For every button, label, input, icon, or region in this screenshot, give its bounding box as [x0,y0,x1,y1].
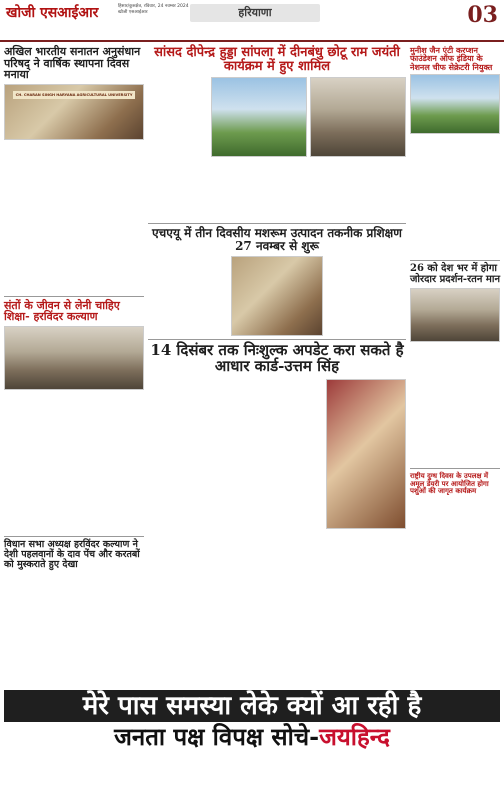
banner-line2-black: जनता पक्ष विपक्ष सोचे- [114,722,320,751]
divider [4,536,144,537]
right-story3-headline: राष्ट्रीय दुग्ध दिवस के उपलक्ष में अमूल डेयरी पर आयोजित होगा पशुओं की जागृत कार्यक्रम [410,471,489,495]
divider [410,468,500,469]
mid-story3-body-a [148,379,234,529]
mid-story1-photo-b [310,77,406,157]
banner-line2-red: जयहिन्द [319,722,390,751]
right-story3-body [410,497,500,557]
bottom-banner [4,690,500,794]
mid-story3-headline: 14 दिसंबर तक निःशुल्क अपडेट करा सकते है आधार कार्ड-उत्तम सिंह [150,341,404,376]
left-story3-headline: विधान सभा अध्यक्ष हरविंदर कल्याण ने देशी पहलवानों के दाव पेंच और करतबों को मुस्कराते हुए देखा [4,538,140,570]
mid-story3-photo [326,379,406,529]
left-story1-headline: अखिल भारतीय सनातन अनुसंधान परिषद् ने वार्षिक स्थापना दिवस मनाया [4,45,141,82]
mid-story1-body2 [148,160,406,220]
university-sign: CH. CHARAN SINGH HARYANA AGRICULTURAL UNIVERSITY [13,91,135,99]
mid-story1-row [148,77,406,157]
page-number: 03 [467,2,498,28]
banner-line1: मेरे पास समस्या लेके क्यों आ रही है [4,690,500,722]
masthead-meta [118,4,189,16]
mid-story2-body2 [326,256,406,336]
left-column [4,46,144,621]
left-story2-photo [4,326,144,390]
banner-line2 [4,723,500,751]
section-title: हरियाणा [190,4,320,22]
mid-story1-headline: सांसद दीपेन्द्र हुड्डा सांपला में दीनबंधु छोटू राम जयंती कार्यक्रम में हुए शामिल [154,45,400,74]
mid-story2-photo [231,256,323,336]
right-story1-body [410,137,500,257]
mid-story3-row [148,379,406,529]
mid-story1-body [148,77,208,157]
right-story1-photo [410,74,500,134]
middle-column [148,46,406,529]
mid-story2-body [148,256,228,336]
left-story3-body [4,573,144,621]
divider [148,223,406,224]
divider [410,260,500,261]
masthead-meta-line1: हिसार/कुरुक्षेत्र, रविवार, 24 नवम्बर 2024 [118,4,189,9]
right-story2-body [410,345,500,465]
mid-story3-body-b [237,379,323,529]
right-story2-photo [410,288,500,342]
mid-story2-headline: एचएयू में तीन दिवसीय मशरूम उत्पादन तकनीक प्रशिक्षण 27 नवम्बर से शुरू [152,226,402,253]
newspaper-name: खोजी एसआईआर [6,5,99,21]
divider [148,339,406,340]
left-story2-body [4,393,144,533]
masthead-meta-line2: खोजी एसआईआर [118,10,148,15]
divider [4,296,144,297]
mid-story1-photo-a [211,77,307,157]
masthead [0,0,504,42]
right-story2-headline: 26 को देश भर में होगा जोरदार प्रदर्शन-रतन मान [410,263,501,285]
right-column [410,46,500,557]
left-story1-body [4,143,144,293]
left-story1-photo [4,84,144,140]
mid-story2-row [148,256,406,336]
left-story2-headline: संतों के जीवन से लेनी चाहिए शिक्षा- हरविंदर कल्याण [4,298,120,324]
right-story1-headline: मुनीश जैन एंटी करप्शन फाउंडेशन ऑफ इंडिया के नेशनल चीफ सेक्रेटरी नियुक्त [410,45,493,72]
